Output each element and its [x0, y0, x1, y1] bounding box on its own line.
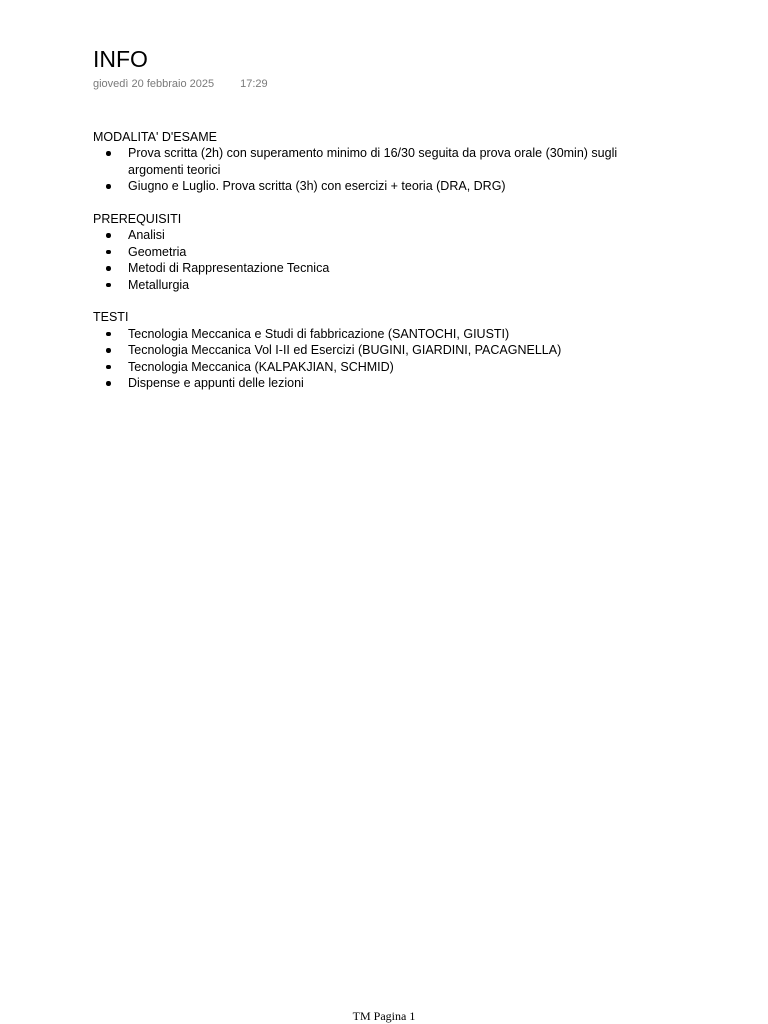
list-item: Tecnologia Meccanica Vol I-II ed Esercizi (BUGINI, GIARDINI, PACAGNELLA) [128, 342, 673, 358]
bullet-list [93, 145, 673, 194]
page-date: giovedì 20 febbraio 2025 [93, 78, 215, 90]
section-heading: TESTI [93, 310, 129, 325]
list-item: Prova scritta (2h) con superamento minimo di 16/30 seguita da prova orale (30min) sugli argomenti teorici [128, 145, 673, 178]
section-heading: MODALITA' D'ESAME [93, 130, 218, 144]
page-footer: TM Pagina 1 [352, 1009, 416, 1023]
list-item: Geometria [128, 244, 673, 260]
bullet-list [93, 227, 673, 293]
page-content[interactable] [93, 129, 673, 408]
list-item: Analisi [128, 227, 673, 243]
bullet-list [93, 326, 673, 392]
page-metadata [93, 77, 268, 92]
section-heading: PREREQUISITI [93, 212, 182, 227]
list-item: Dispense e appunti delle lezioni [128, 375, 673, 391]
section-testi [93, 309, 673, 391]
page-time: 17:29 [240, 78, 268, 90]
list-item: Metallurgia [128, 277, 673, 293]
section-modalita-esame [93, 129, 673, 195]
list-item: Giugno e Luglio. Prova scritta (3h) con esercizi + teoria (DRA, DRG) [128, 178, 673, 194]
list-item: Metodi di Rappresentazione Tecnica [128, 260, 673, 276]
list-item: Tecnologia Meccanica e Studi di fabbricazione (SANTOCHI, GIUSTI) [128, 326, 673, 342]
section-prerequisiti [93, 211, 673, 293]
page-title: INFO [93, 46, 148, 72]
list-item: Tecnologia Meccanica (KALPAKJIAN, SCHMID) [128, 359, 673, 375]
